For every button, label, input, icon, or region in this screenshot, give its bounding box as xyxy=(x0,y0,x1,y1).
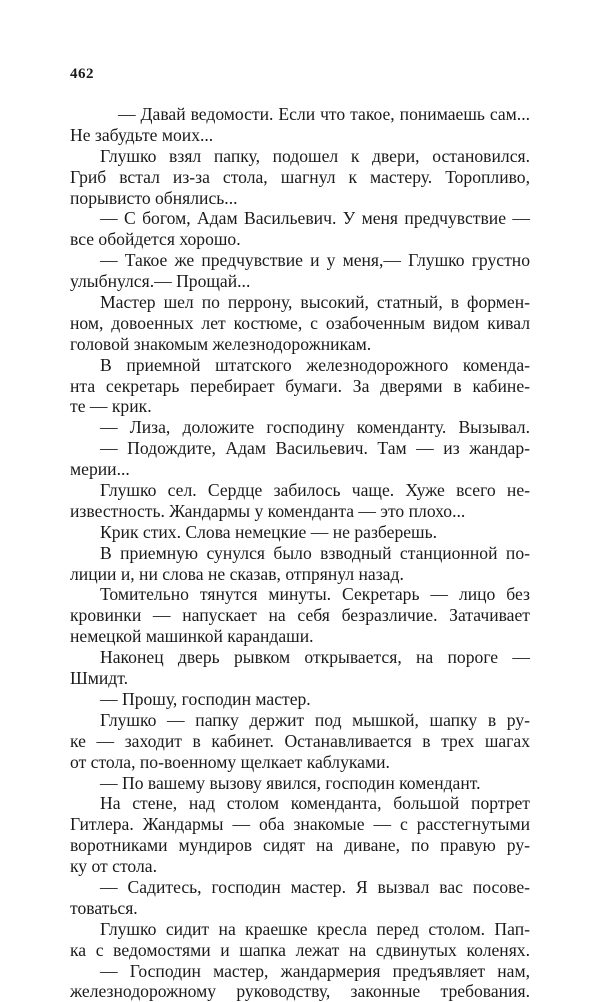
text-line: немецкой машинкой карандаши. xyxy=(70,626,314,647)
text-line: Глушко — папку держит под мышкой, шапку в ру- xyxy=(100,709,530,730)
text-line: головой знакомым железнодорожникам. xyxy=(70,333,372,354)
text-line: Мастер шел по перрону, высокий, статный, в формен- xyxy=(100,292,530,313)
text-line: ку от стола. xyxy=(70,856,157,877)
text-line: Глушко сидит на краешке кресла перед столом. Пап- xyxy=(100,918,530,939)
text-line: порывисто обнялись... xyxy=(70,187,238,208)
text-line: Глушко взял папку, подошел к двери, остановился. xyxy=(100,145,530,166)
text-line: — Давай ведомости. Если что такое, понимаешь сам... xyxy=(118,104,530,124)
text-line: лиции и, ни слова не сказав, отпрянул назад. xyxy=(70,563,404,584)
text-line: В приемную сунулся было взводный станционной по- xyxy=(100,542,530,563)
text-line: товаться. xyxy=(70,897,138,918)
text-line: Гриб встал из-за стола, шагнул к мастеру. Торопливо, xyxy=(70,166,530,187)
text-line: На стене, над столом коменданта, большой портрет xyxy=(100,793,530,814)
text-line: В приемной штатского железнодорожного коменда- xyxy=(100,354,530,375)
text-line: нта секретарь перебирает бумаги. За дверями в кабине- xyxy=(70,375,530,396)
text-line: Не забудьте моих... xyxy=(70,124,214,145)
text-line: Томительно тянутся минуты. Секретарь — лицо без xyxy=(100,584,530,605)
text-line: — Подождите, Адам Васильевич. Там — из жандар- xyxy=(100,438,530,459)
text-line: Крик стих. Слова немецкие — не разберешь. xyxy=(100,521,438,542)
text-line: все обойдется хорошо. xyxy=(70,229,241,250)
text-line: мерии... xyxy=(70,459,130,480)
text-line: те — крик. xyxy=(70,396,152,417)
text-line: кровинки — напускает на себя безразличие. Затачивает xyxy=(70,605,530,626)
text-line: — Такое же предчувствие и у меня,— Глушко грустно xyxy=(100,250,530,271)
text-line: — Садитесь, господин мастер. Я вызвал вас посове- xyxy=(100,876,530,897)
text-line: — С богом, Адам Васильевич. У меня предчувствие — xyxy=(100,208,530,229)
text-line: улыбнулся.— Прощай... xyxy=(70,271,251,292)
text-line: воротниками мундиров сидят на диване, по правую ру- xyxy=(70,835,530,856)
text-line: — Господин мастер, жандармерия предъявляет нам, xyxy=(100,960,530,981)
text-line: от стола, по-военному щелкает каблуками. xyxy=(70,751,390,772)
text-line: известность. Жандармы у коменданта — это плохо... xyxy=(70,500,466,521)
text-line: — Лиза, доложите господину коменданту. Вызывал. xyxy=(100,417,530,438)
text-line: Шмидт. xyxy=(70,668,129,689)
text-line: — По вашему вызову явился, господин комендант. xyxy=(100,772,481,793)
body-text xyxy=(70,104,530,1002)
text-line: Гитлера. Жандармы — оба знакомые — с расстегнутыми xyxy=(70,814,530,835)
text-line: Глушко сел. Сердце забилось чаще. Хуже всего не- xyxy=(100,480,530,501)
text-line: железнодорожному руководству, законные требования. xyxy=(70,981,530,1002)
text-line: — Прошу, господин мастер. xyxy=(100,688,311,709)
text-line: Наконец дверь рывком открывается, на пороге — xyxy=(100,647,530,668)
page-number: 462 xyxy=(70,66,94,82)
text-line: ка с ведомостями и шапка лежат на сдвинутых коленях. xyxy=(70,939,530,960)
text-line: ке — заходит в кабинет. Останавливается в трех шагах xyxy=(70,730,530,751)
text-line: ном, довоенных лет костюме, с озабоченным видом кивал xyxy=(70,312,530,333)
